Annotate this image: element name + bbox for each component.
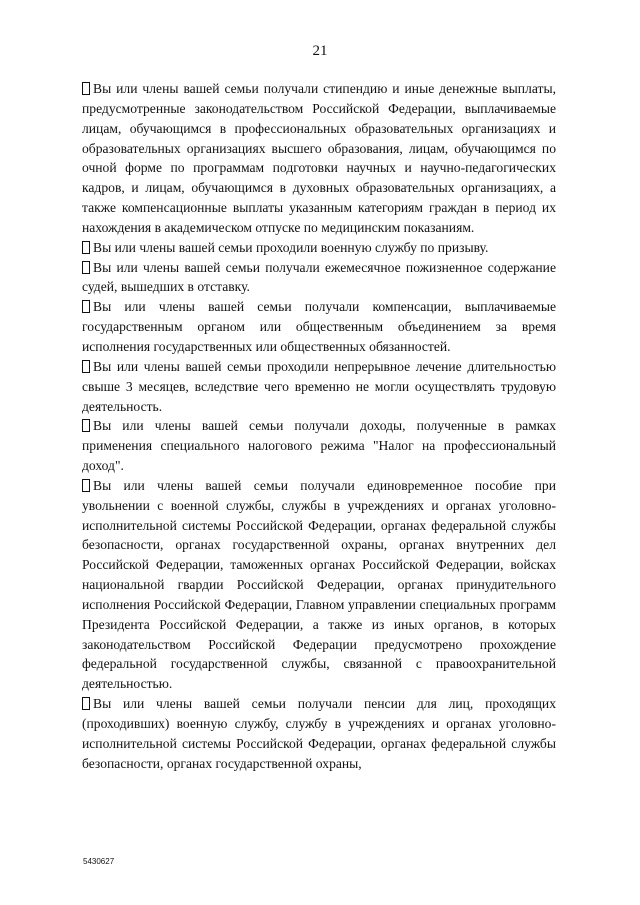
checklist-item-treatment	[82, 357, 556, 417]
page-number: 21	[312, 43, 328, 59]
checkbox[interactable]	[82, 419, 90, 432]
item-text: Вы или члены вашей семьи получали пенсии для лиц, проходящих (проходивших) военную службу, службу в учреждениях и органах уголовно-исполнительной системы Российской Федерации, органах федеральной службы безопасности, органах государственной охраны,	[82, 696, 556, 771]
item-text: Вы или члены вашей семьи проходили военную службу по призыву.	[93, 239, 489, 255]
checkbox[interactable]	[82, 360, 90, 373]
document-code: 5430627	[83, 857, 115, 866]
checkbox[interactable]	[82, 300, 90, 313]
item-text: Вы или члены вашей семьи получали компенсации, выплачиваемые государственным органом или общественным объединением за время исполнения государственных или общественных обязанностей.	[82, 299, 556, 354]
checklist-item-pension	[82, 694, 556, 773]
checklist-item-stipend	[82, 79, 556, 238]
checkbox[interactable]	[82, 82, 90, 95]
checklist	[82, 79, 556, 774]
item-text: Вы или члены вашей семьи получали доходы, полученные в рамках применения специального налогового режима "Налог на профессиональный доход".	[82, 418, 556, 474]
checklist-item-compensation	[82, 297, 556, 357]
item-text: Вы или члены вашей семьи получали единовременное пособие при увольнении с военной службы, службы в учреждениях и органах уголовно-исполнительной системы Российской Федерации, органах федеральной службы безопасности, органах государственной охраны, органах внутренних дел Российской Федерации, таможенных органах Российской Федерации, войсках национальной гвардии Российской Федерации, органах принудительного исполнения Российской Федерации, Главном управлении специальных программ Президента Российской Федерации, а также из иных органов, в которых законодательством Российской Федерации предусмотрено прохождение федеральной государственной службы, связанной с правоохранительной деятельностью.	[82, 477, 556, 692]
checklist-item-severance	[82, 476, 556, 694]
checklist-item-self-employed	[82, 416, 556, 476]
checkbox[interactable]	[82, 241, 90, 254]
checkbox[interactable]	[82, 479, 90, 492]
checkbox[interactable]	[82, 697, 90, 710]
item-text: Вы или члены вашей семьи получали ежемесячное пожизненное содержание судей, вышедших в отставку.	[82, 259, 556, 295]
checkbox[interactable]	[82, 261, 90, 274]
item-text: Вы или члены вашей семьи получали стипендию и иные денежные выплаты, предусмотренные законодательством Российской Федерации, выплачиваемые лицам, обучающимся в профессиональных образовательных организациях и образовательных организациях высшего образования, лицам, обучающимся по очной форме по программам подготовки научных и научно-педагогических кадров, и лицам, обучающимся в духовных образовательных организациях, а также компенсационные выплаты указанным категориям граждан в период их нахождения в академическом отпуске по медицинским показаниям.	[82, 81, 556, 235]
checklist-item-judges-allowance	[82, 258, 556, 298]
item-text: Вы или члены вашей семьи проходили непрерывное лечение длительностью свыше 3 месяцев, вследствие чего временно не могли осуществлять трудовую деятельность.	[82, 358, 556, 414]
checklist-item-conscription	[82, 238, 556, 258]
